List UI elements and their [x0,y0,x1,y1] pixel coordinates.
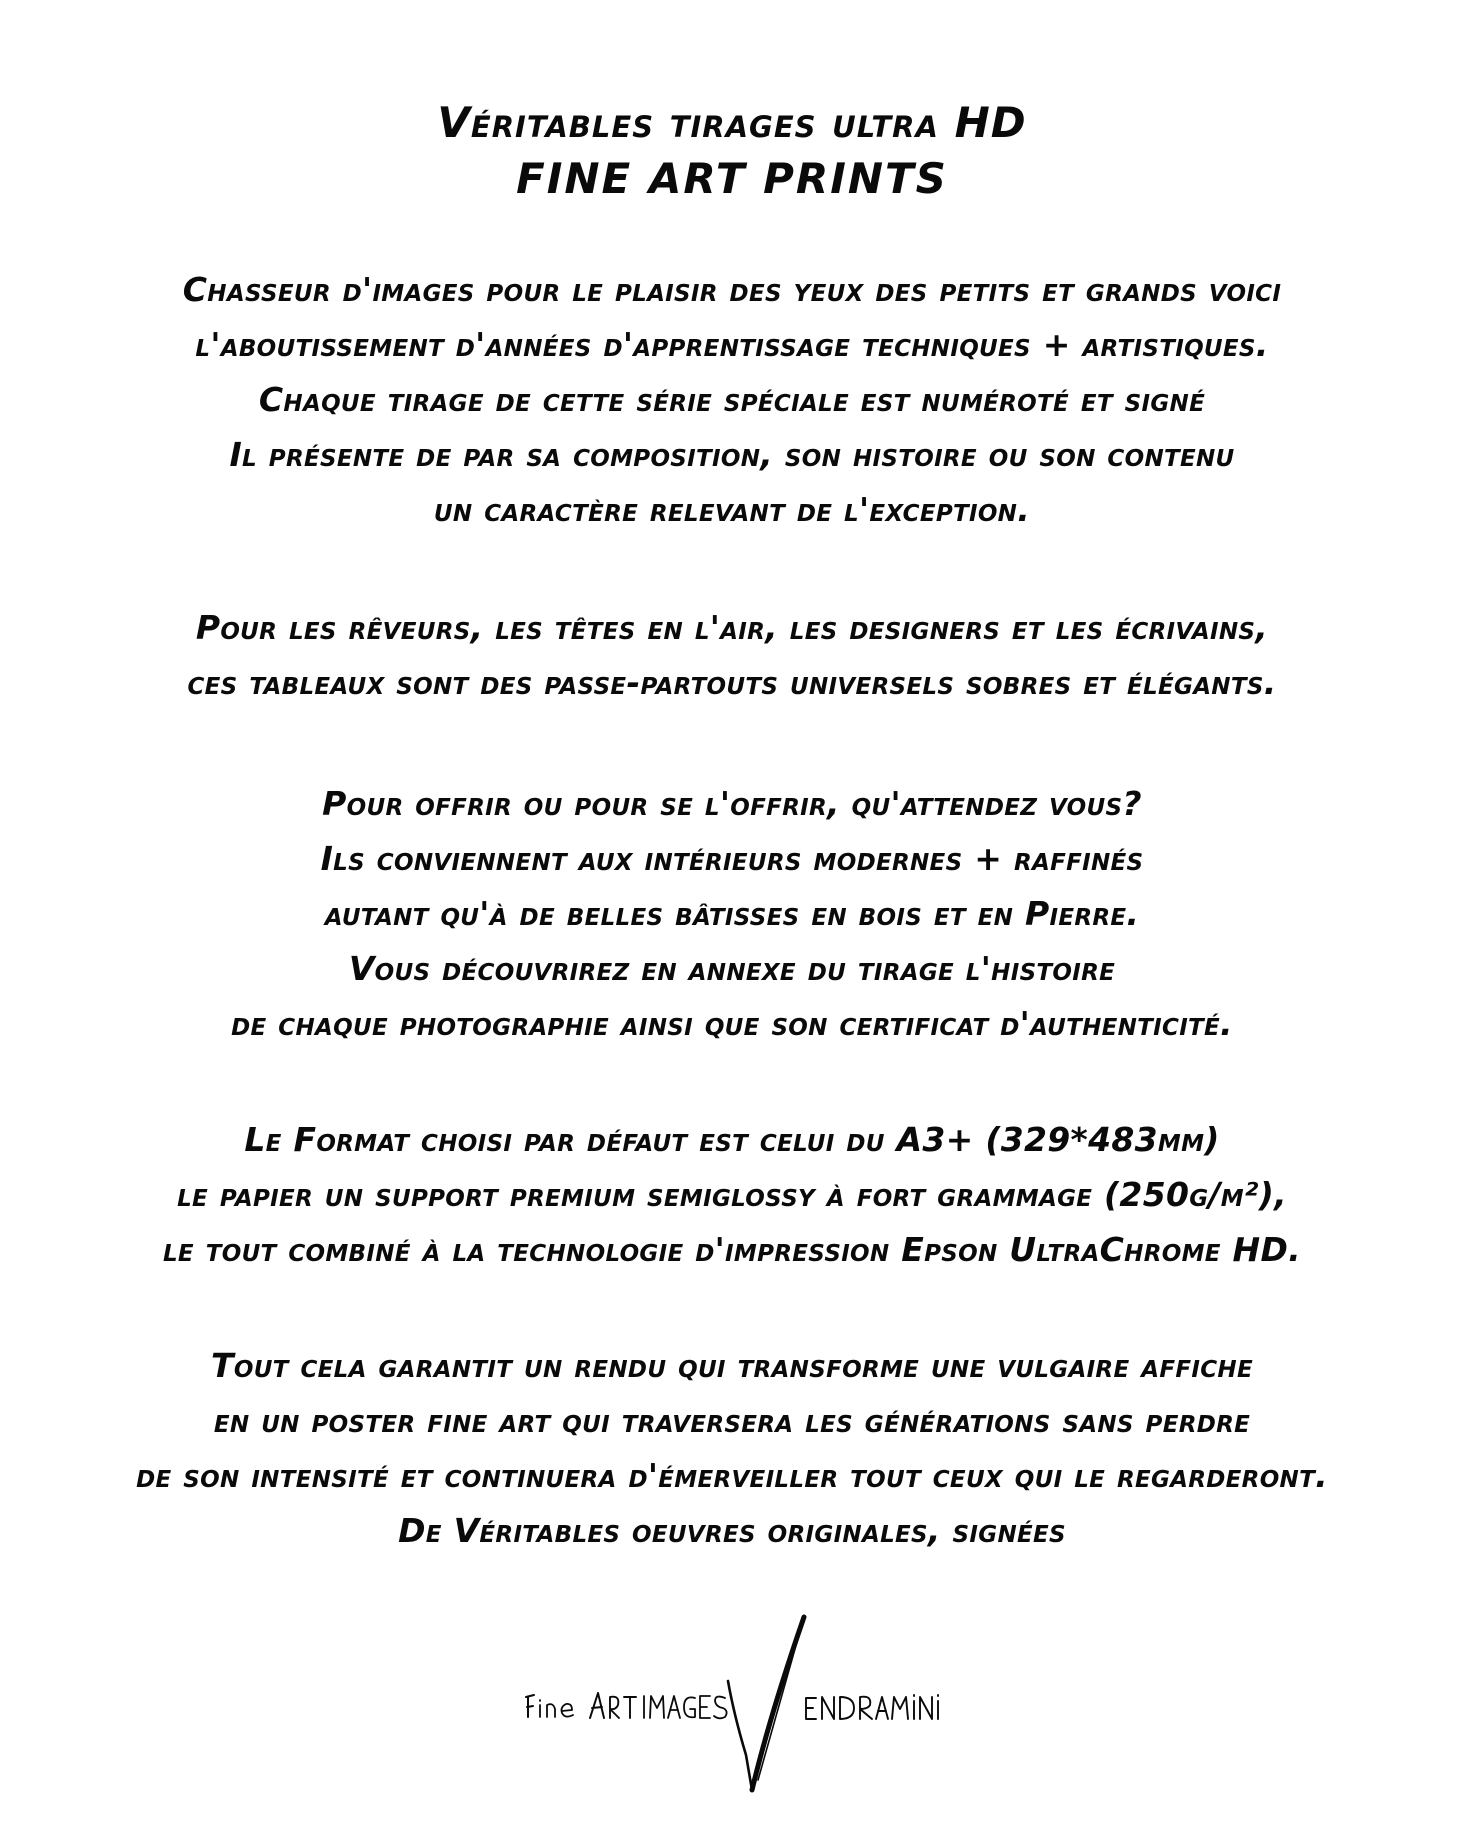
paragraph-line: l'aboutissement d'années d'apprentissage techniques + artistiques. [195,325,1269,364]
title-line-1: Véritables tirages ultra HD [437,98,1027,147]
paragraph-line: De Véritables oeuvres originales, signées [398,1511,1066,1550]
paragraph-line: Ils conviennent aux intérieurs modernes + raffinés [320,839,1144,878]
paragraph-intro [0,262,1464,537]
title-line-2: FINE ART PRINTS [516,154,948,203]
paragraph-line: Pour offrir ou pour se l'offrir, qu'attendez vous? [322,784,1142,823]
paragraph-line: Il présente de par sa composition, son histoire ou son contenu [229,435,1235,474]
paragraph-line: Le Format choisi par défaut est celui du A3+ (329*483mm) [244,1120,1220,1159]
paragraph-line: ces tableaux sont des passe-partouts universels sobres et élégants. [187,663,1277,702]
paragraph-line: autant qu'à de belles bâtisses en bois et en Pierre. [324,894,1140,933]
paragraph-audience [0,600,1464,710]
paragraph-line: un caractère relevant de l'exception. [433,490,1031,529]
paragraph-format [0,1112,1464,1277]
paragraph-line: Pour les rêveurs, les têtes en l'air, les designers et les écrivains, [195,608,1269,647]
paragraph-line: le tout combiné à la technologie d'impression Epson UltraChrome HD. [162,1230,1302,1269]
paragraph-gift [0,776,1464,1051]
paragraph-line: de chaque photographie ainsi que son certificat d'authenticité. [231,1004,1233,1043]
paragraph-conclusion [0,1338,1464,1558]
paragraph-line: en un poster fine art qui traversera les générations sans perdre [213,1401,1251,1440]
paragraph-line: Tout cela garantit un rendu qui transforme une vulgaire affiche [211,1346,1253,1385]
signature-logo-drawing [520,1605,960,1795]
paragraph-line: Vous découvrirez en annexe du tirage l'histoire [348,949,1116,988]
paragraph-line: de son intensité et continuera d'émerveiller tout ceux qui le regarderont. [136,1456,1328,1495]
paragraph-line: Chaque tirage de cette série spéciale est numéroté et signé [258,380,1206,419]
paragraph-line: le papier un support premium semiglossy à fort grammage (250g/m²), [177,1175,1287,1214]
paragraph-line: Chasseur d'images pour le plaisir des yeux des petits et grands voici [182,270,1282,309]
document-title [0,95,1464,207]
signature-logo [520,1605,960,1795]
